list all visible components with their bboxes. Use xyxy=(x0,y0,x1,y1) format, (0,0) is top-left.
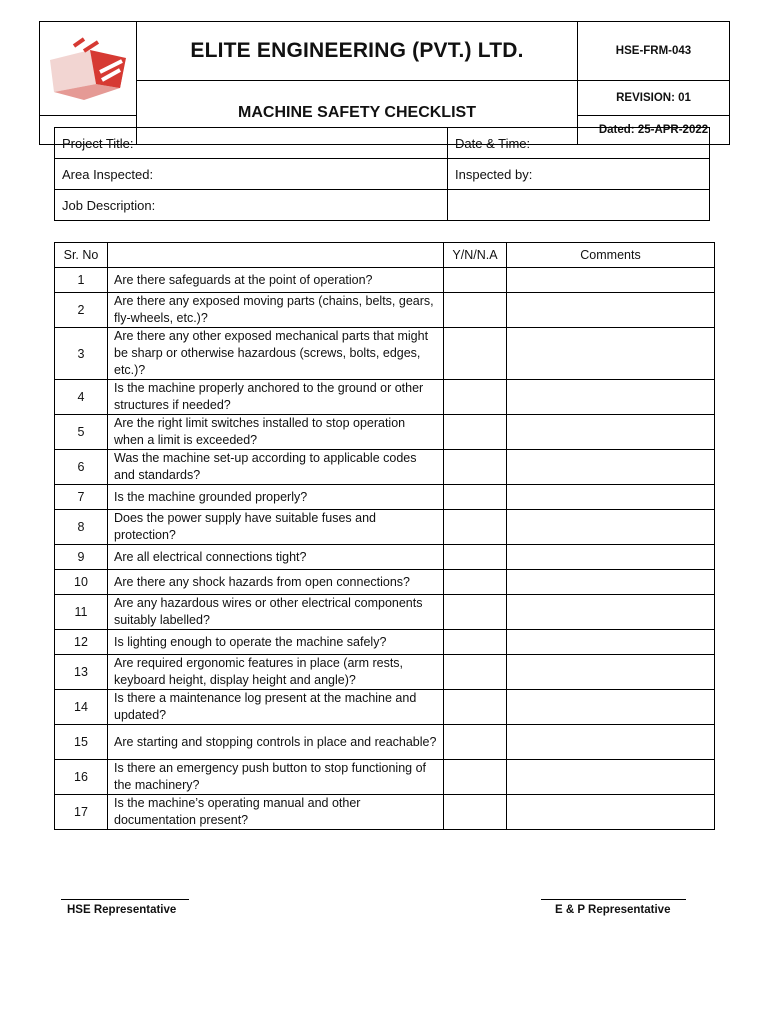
row-number: 13 xyxy=(55,655,108,690)
hse-signature-line[interactable] xyxy=(61,899,189,900)
answer-cell[interactable] xyxy=(444,510,507,545)
answer-cell[interactable] xyxy=(444,595,507,630)
document-date: Dated: 25-APR-2022 xyxy=(578,116,730,145)
row-number: 11 xyxy=(55,595,108,630)
answer-cell[interactable] xyxy=(444,268,507,293)
answer-cell[interactable] xyxy=(444,485,507,510)
comment-cell[interactable] xyxy=(507,510,715,545)
comment-cell[interactable] xyxy=(507,415,715,450)
table-row xyxy=(55,415,715,450)
table-row xyxy=(55,380,715,415)
inspected-by-field[interactable]: Inspected by: xyxy=(448,159,710,190)
comment-cell[interactable] xyxy=(507,545,715,570)
question-text: Are there any other exposed mechanical parts that might be sharp or otherwise hazardous (screws, bolts, edges, etc.)? xyxy=(108,328,444,380)
answer-cell[interactable] xyxy=(444,760,507,795)
row-number: 6 xyxy=(55,450,108,485)
answer-cell[interactable] xyxy=(444,570,507,595)
question-text: Are all electrical connections tight? xyxy=(108,545,444,570)
question-text: Are starting and stopping controls in place and reachable? xyxy=(108,725,444,760)
inspection-info-table xyxy=(54,127,710,221)
comment-cell[interactable] xyxy=(507,595,715,630)
checklist-header-row xyxy=(55,243,715,268)
comment-cell[interactable] xyxy=(507,328,715,380)
row-number: 14 xyxy=(55,690,108,725)
answer-cell[interactable] xyxy=(444,328,507,380)
comment-cell[interactable] xyxy=(507,795,715,830)
ep-signature-line[interactable] xyxy=(541,899,686,900)
table-row xyxy=(55,795,715,830)
ep-representative-label: E & P Representative xyxy=(555,904,671,916)
row-number: 9 xyxy=(55,545,108,570)
table-row xyxy=(55,293,715,328)
row-number: 12 xyxy=(55,630,108,655)
comment-cell[interactable] xyxy=(507,380,715,415)
question-text: Are required ergonomic features in place (arm rests, keyboard height, display height and angle)? xyxy=(108,655,444,690)
table-row xyxy=(55,450,715,485)
row-number: 7 xyxy=(55,485,108,510)
answer-cell[interactable] xyxy=(444,725,507,760)
comment-cell[interactable] xyxy=(507,570,715,595)
comment-cell[interactable] xyxy=(507,485,715,510)
answer-cell[interactable] xyxy=(444,630,507,655)
table-row xyxy=(55,570,715,595)
comment-cell[interactable] xyxy=(507,293,715,328)
row-number: 16 xyxy=(55,760,108,795)
answer-cell[interactable] xyxy=(444,545,507,570)
comment-cell[interactable] xyxy=(507,760,715,795)
question-text: Is the machine grounded properly? xyxy=(108,485,444,510)
answer-cell[interactable] xyxy=(444,380,507,415)
form-title: MACHINE SAFETY CHECKLIST xyxy=(137,81,578,145)
question-text: Is the machine properly anchored to the ground or other structures if needed? xyxy=(108,380,444,415)
job-description-extra-field[interactable] xyxy=(448,190,710,221)
row-number: 15 xyxy=(55,725,108,760)
answer-cell[interactable] xyxy=(444,415,507,450)
table-row xyxy=(55,630,715,655)
date-time-field[interactable]: Date & Time: xyxy=(448,128,710,159)
question-text: Are there any exposed moving parts (chains, belts, gears, fly-wheels, etc.)? xyxy=(108,293,444,328)
table-row xyxy=(55,690,715,725)
table-row xyxy=(55,268,715,293)
row-number: 17 xyxy=(55,795,108,830)
answer-cell[interactable] xyxy=(444,690,507,725)
table-row xyxy=(55,655,715,690)
company-logo xyxy=(40,22,137,116)
question-text: Does the power supply have suitable fuses and protection? xyxy=(108,510,444,545)
sr-no-header: Sr. No xyxy=(55,243,108,268)
comment-cell[interactable] xyxy=(507,268,715,293)
table-row xyxy=(55,725,715,760)
comment-cell[interactable] xyxy=(507,655,715,690)
question-text: Are there any shock hazards from open connections? xyxy=(108,570,444,595)
row-number: 8 xyxy=(55,510,108,545)
project-title-field[interactable]: Project Title: xyxy=(55,128,448,159)
answer-cell[interactable] xyxy=(444,450,507,485)
hse-representative-label: HSE Representative xyxy=(67,904,177,916)
question-text: Is the machine’s operating manual and other documentation present? xyxy=(108,795,444,830)
row-number: 3 xyxy=(55,328,108,380)
table-row xyxy=(55,485,715,510)
logo-icon xyxy=(40,22,136,110)
answer-cell[interactable] xyxy=(444,293,507,328)
row-number: 4 xyxy=(55,380,108,415)
question-text: Was the machine set-up according to applicable codes and standards? xyxy=(108,450,444,485)
job-description-field[interactable]: Job Description: xyxy=(55,190,448,221)
area-inspected-field[interactable]: Area Inspected: xyxy=(55,159,448,190)
table-row xyxy=(55,595,715,630)
revision-number: REVISION: 01 xyxy=(578,81,730,116)
table-row xyxy=(55,328,715,380)
comments-header: Comments xyxy=(507,243,715,268)
row-number: 2 xyxy=(55,293,108,328)
table-row xyxy=(55,760,715,795)
comment-cell[interactable] xyxy=(507,450,715,485)
question-text: Is there a maintenance log present at the machine and updated? xyxy=(108,690,444,725)
question-text: Are any hazardous wires or other electrical components suitably labelled? xyxy=(108,595,444,630)
answer-cell[interactable] xyxy=(444,655,507,690)
row-number: 1 xyxy=(55,268,108,293)
table-row xyxy=(55,510,715,545)
question-text: Are the right limit switches installed to stop operation when a limit is exceeded? xyxy=(108,415,444,450)
answer-cell[interactable] xyxy=(444,795,507,830)
question-text: Is there an emergency push button to stop functioning of the machinery? xyxy=(108,760,444,795)
safety-checklist-table xyxy=(54,242,715,830)
row-number: 10 xyxy=(55,570,108,595)
company-name: ELITE ENGINEERING (PVT.) LTD. xyxy=(137,22,578,81)
form-code: HSE-FRM-043 xyxy=(578,22,730,81)
row-number: 5 xyxy=(55,415,108,450)
comment-cell[interactable] xyxy=(507,725,715,760)
table-row xyxy=(55,545,715,570)
comment-cell[interactable] xyxy=(507,690,715,725)
question-text: Is lighting enough to operate the machine safely? xyxy=(108,630,444,655)
question-header xyxy=(108,243,444,268)
question-text: Are there safeguards at the point of operation? xyxy=(108,268,444,293)
yn-na-header: Y/N/N.A xyxy=(444,243,507,268)
comment-cell[interactable] xyxy=(507,630,715,655)
